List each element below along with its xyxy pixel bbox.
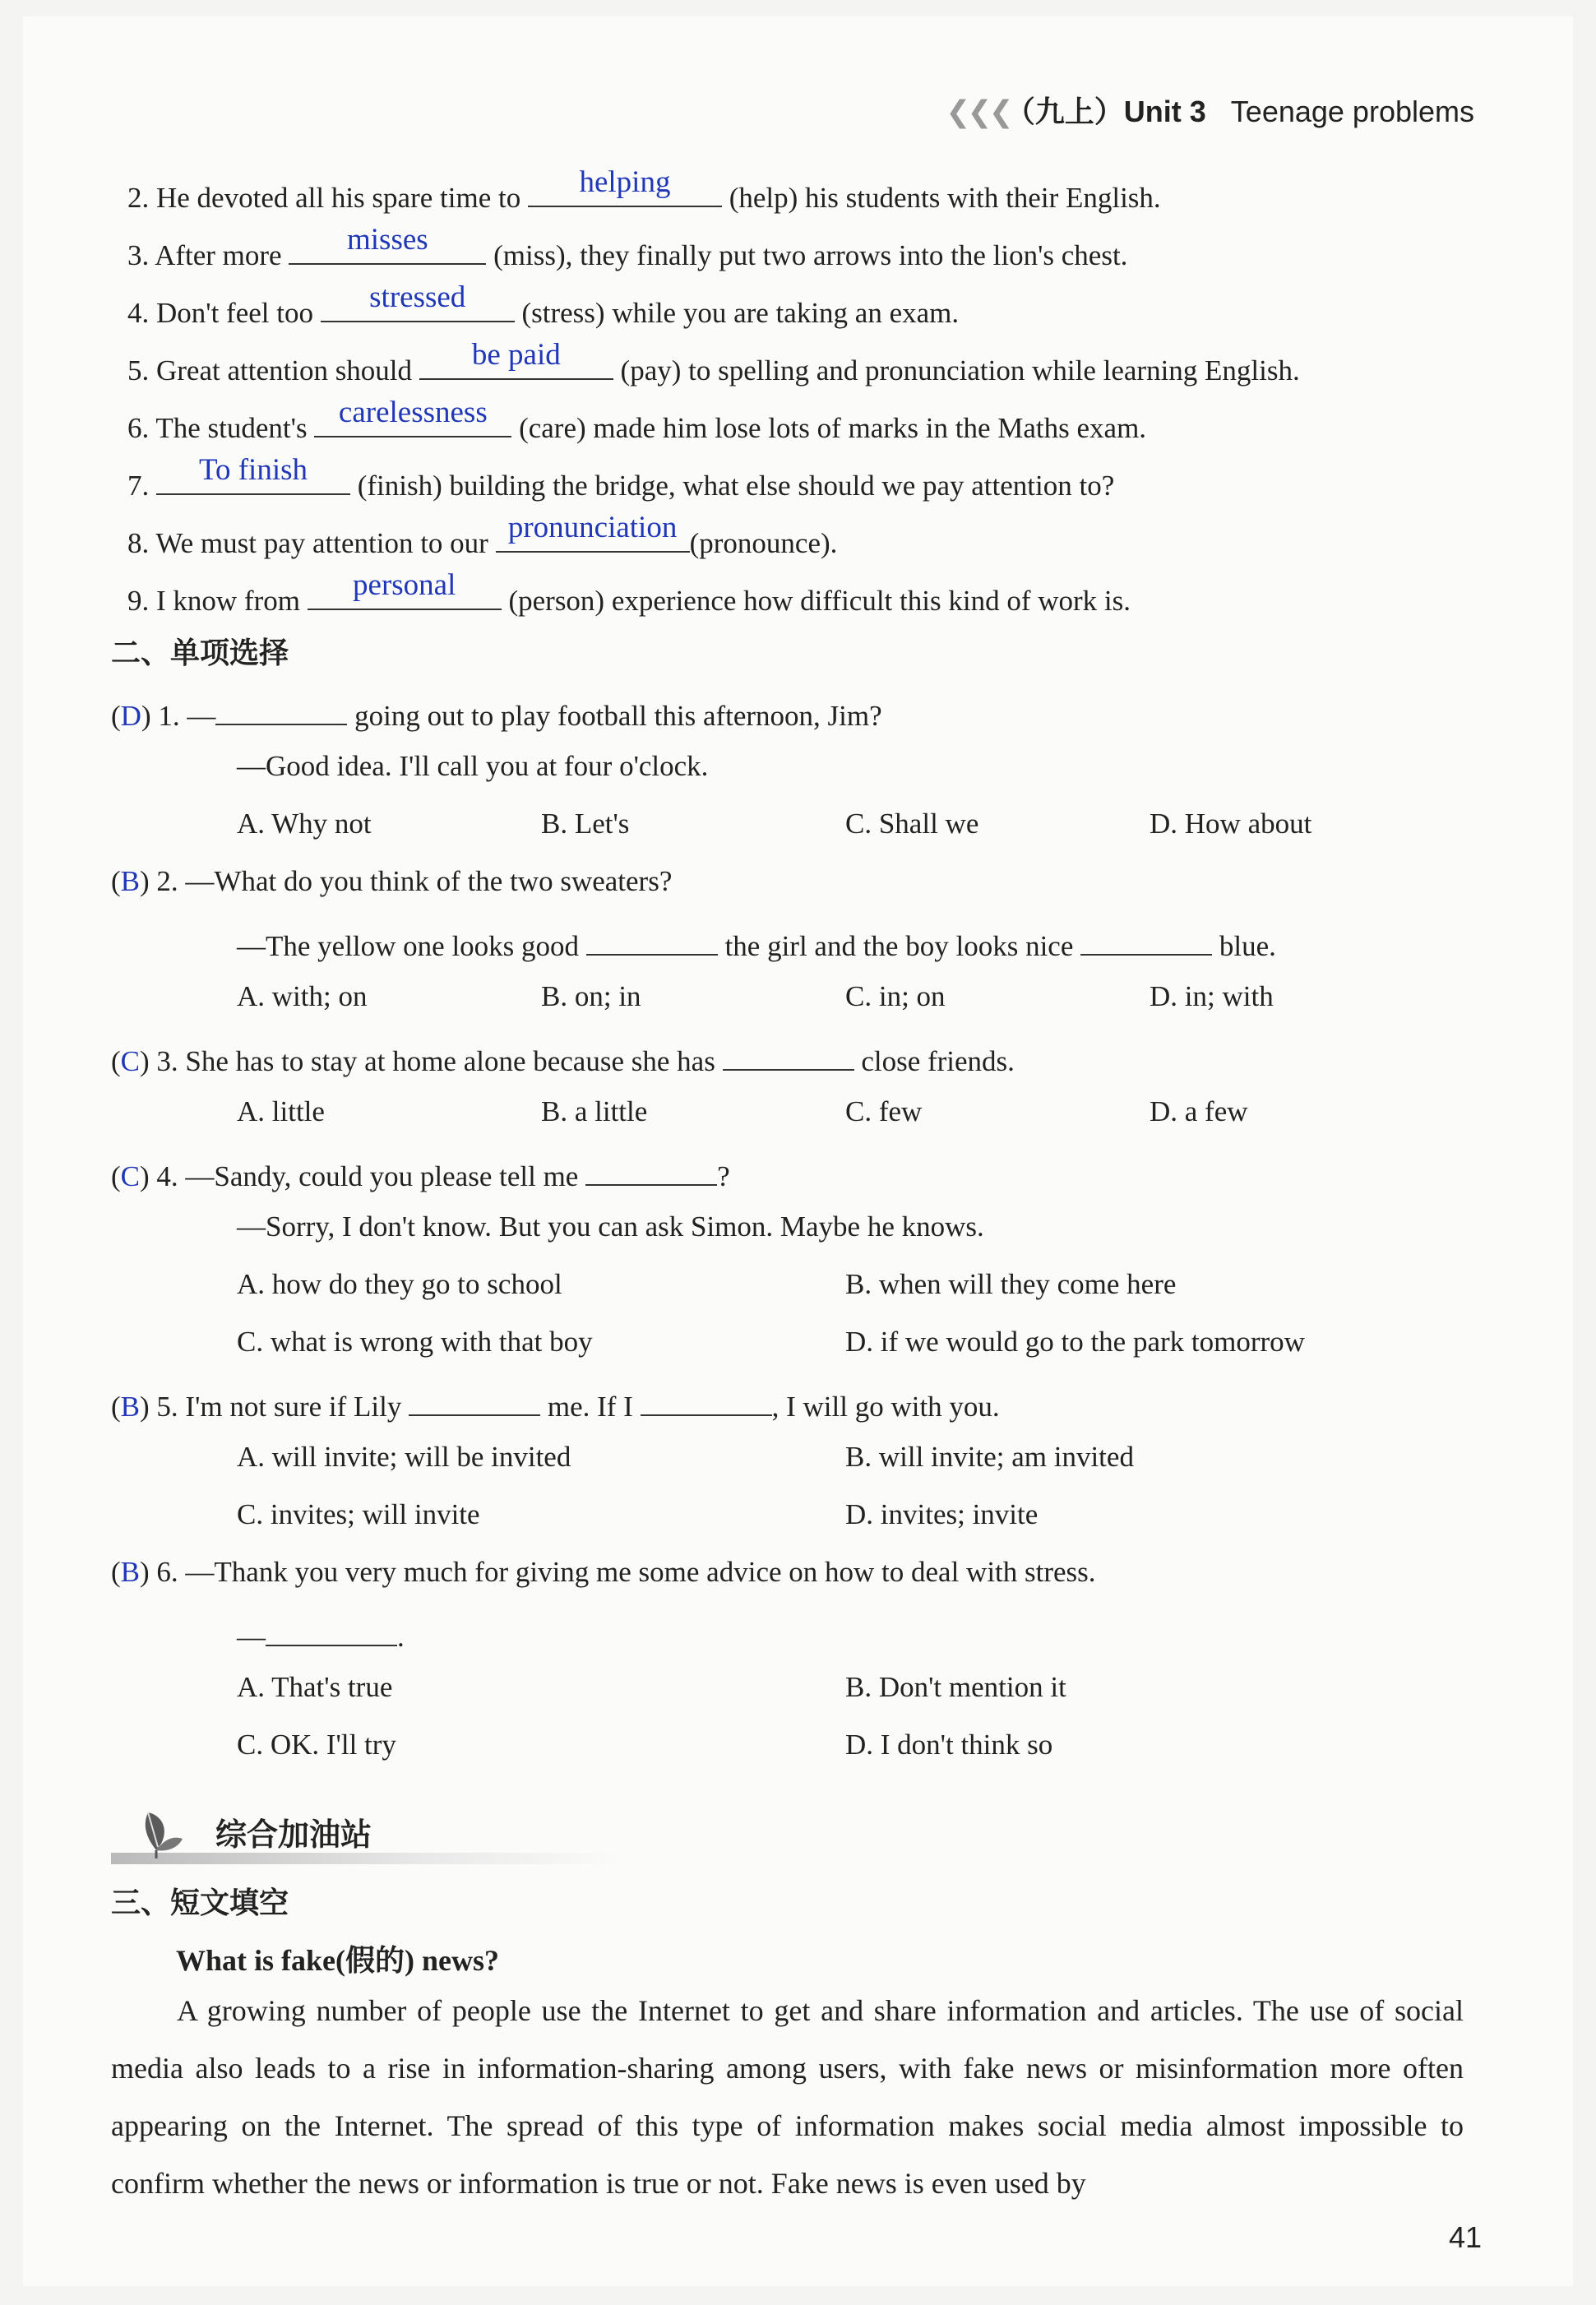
fill-item-9: 9. I know from personal (person) experience how difficult this kind of work is. xyxy=(127,568,1131,617)
mc-answer[interactable]: B xyxy=(120,1556,141,1588)
mc-question-1: (D) 1. — going out to play football this afternoon, Jim? xyxy=(111,691,882,734)
option-3a[interactable]: A. little xyxy=(237,1095,325,1127)
mc-question-3: (C) 3. She has to stay at home alone because she has close friends. xyxy=(111,1036,1015,1080)
mc-answer[interactable]: B xyxy=(120,865,141,897)
fill-item-4: 4. Don't feel too stressed (stress) while you are taking an exam. xyxy=(127,280,960,329)
option-4b[interactable]: B. when will they come here xyxy=(845,1268,1177,1300)
option-2b[interactable]: B. on; in xyxy=(541,980,641,1012)
option-5c[interactable]: C. invites; will invite xyxy=(237,1498,480,1530)
option-6b[interactable]: B. Don't mention it xyxy=(845,1671,1066,1703)
answer-blank[interactable]: misses xyxy=(289,230,486,265)
mc-answer[interactable]: D xyxy=(120,700,141,732)
mc-answer[interactable]: B xyxy=(120,1391,141,1423)
option-5b[interactable]: B. will invite; am invited xyxy=(845,1441,1134,1473)
page-number: 41 xyxy=(1449,2220,1483,2254)
mc-question-4: (C) 4. —Sandy, could you please tell me ? xyxy=(111,1151,730,1195)
section-title-passage-fill: 三、短文填空 xyxy=(111,1886,289,1920)
passage-title: What is fake(假的) news? xyxy=(176,1944,499,1977)
mc-reply-4: —Sorry, I don't know. But you can ask Simon. Maybe he knows. xyxy=(237,1210,984,1243)
mc-reply-2: —The yellow one looks good the girl and the boy looks nice blue. xyxy=(237,921,1276,965)
header-grade: （九上） xyxy=(1020,95,1124,128)
answer-blank[interactable] xyxy=(585,1151,717,1186)
mc-reply-6: — . xyxy=(237,1612,405,1655)
answer-blank[interactable] xyxy=(723,1036,854,1071)
mc-question-5: (B) 5. I'm not sure if Lily me. If I , I will go with you. xyxy=(111,1382,1000,1425)
option-4a[interactable]: A. how do they go to school xyxy=(237,1268,562,1300)
answer-blank[interactable]: personal xyxy=(308,576,502,610)
mc-answer[interactable]: C xyxy=(120,1160,141,1192)
mc-question-6: (B) 6. —Thank you very much for giving me some advice on how to deal with stress. xyxy=(111,1556,1096,1588)
answer-blank[interactable]: helping xyxy=(528,173,722,207)
option-3b[interactable]: B. a little xyxy=(541,1095,648,1127)
option-3d[interactable]: D. a few xyxy=(1150,1095,1248,1127)
option-1b[interactable]: B. Let's xyxy=(541,808,630,840)
header-unit: Unit 3 xyxy=(1123,95,1206,128)
fill-item-3: 3. After more misses (miss), they finally put two arrows into the lion's chest. xyxy=(127,223,1128,271)
fill-item-5: 5. Great attention should be paid (pay) to spelling and pronunciation while learning English. xyxy=(127,338,1300,386)
option-1a[interactable]: A. Why not xyxy=(237,808,372,840)
option-1d[interactable]: D. How about xyxy=(1150,808,1312,840)
option-6a[interactable]: A. That's true xyxy=(237,1671,393,1703)
header-title: Teenage problems xyxy=(1230,95,1474,128)
answer-blank[interactable]: carelessness xyxy=(314,403,511,437)
answer-blank[interactable] xyxy=(409,1382,540,1416)
fill-item-8: 8. We must pay attention to our pronunciation (pronounce). xyxy=(127,511,838,559)
page-header xyxy=(946,89,1474,131)
option-4c[interactable]: C. what is wrong with that boy xyxy=(237,1326,593,1358)
option-6d[interactable]: D. I don't think so xyxy=(845,1729,1053,1761)
answer-blank[interactable] xyxy=(266,1612,397,1646)
triple-chevron-left-icon: ❮❮❮ xyxy=(946,95,1011,128)
fill-item-6: 6. The student's carelessness (care) made him lose lots of marks in the Maths exam. xyxy=(127,396,1147,444)
option-2d[interactable]: D. in; with xyxy=(1150,980,1274,1012)
section-title-multiple-choice: 二、单项选择 xyxy=(111,636,289,670)
mc-question-2: (B) 2. —What do you think of the two sweaters? xyxy=(111,865,673,897)
option-5d[interactable]: D. invites; invite xyxy=(845,1498,1039,1530)
option-2a[interactable]: A. with; on xyxy=(237,980,368,1012)
mc-reply-1: —Good idea. I'll call you at four o'clock. xyxy=(237,750,709,782)
option-3c[interactable]: C. few xyxy=(845,1095,923,1127)
fill-item-7: 7. To finish (finish) building the bridge, what else should we pay attention to? xyxy=(127,453,1115,502)
passage-paragraph: A growing number of people use the Internet to get and share information and articles. The use of social media also leads to a rise in information-sharing among users, with fake news or misinformation more often appearing on the Internet. The spread of this type of information makes social media almost impossible to confirm whether the news or information is true or not. Fake news is even used by xyxy=(111,1994,1464,2200)
option-5a[interactable]: A. will invite; will be invited xyxy=(237,1441,571,1473)
answer-blank[interactable]: pronunciation xyxy=(496,518,690,553)
answer-blank[interactable] xyxy=(641,1382,772,1416)
option-6c[interactable]: C. OK. I'll try xyxy=(237,1729,396,1761)
option-2c[interactable]: C. in; on xyxy=(845,980,946,1012)
option-1c[interactable]: C. Shall we xyxy=(845,808,979,840)
answer-blank[interactable]: To finish xyxy=(156,461,350,495)
answer-blank[interactable] xyxy=(215,691,347,725)
answer-blank[interactable] xyxy=(1080,921,1212,956)
fill-item-2: 2. He devoted all his spare time to helping (help) his students with their English. xyxy=(127,165,1161,214)
answer-blank[interactable]: be paid xyxy=(419,345,613,380)
banner-title: 综合加油站 xyxy=(215,1817,372,1853)
answer-blank[interactable] xyxy=(586,921,718,956)
mc-answer[interactable]: C xyxy=(120,1045,141,1077)
leaf-plant-icon xyxy=(123,1794,189,1860)
option-4d[interactable]: D. if we would go to the park tomorrow xyxy=(845,1326,1305,1358)
answer-blank[interactable]: stressed xyxy=(321,288,515,322)
